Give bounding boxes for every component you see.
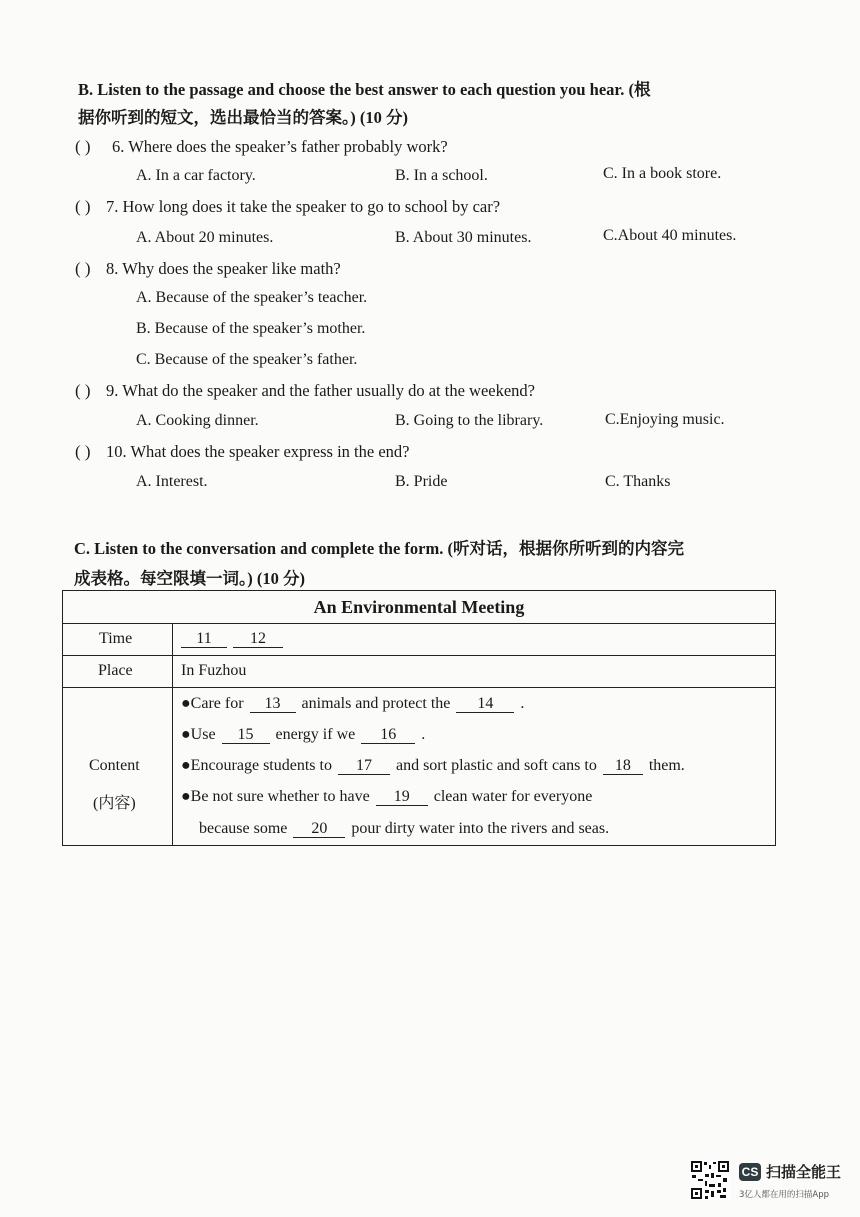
app-name: 扫描全能王 (766, 1163, 842, 1181)
content-label: Content (89, 757, 140, 774)
question-6: 6. Where does the speaker’s father probably work? (112, 137, 448, 156)
blank-17[interactable]: 17 (338, 757, 390, 775)
place-label: Place (98, 662, 133, 679)
option-10b: B. Pride (395, 473, 448, 490)
row-divider (63, 687, 775, 688)
blank-19[interactable]: 19 (376, 788, 428, 806)
option-9b: B. Going to the library. (395, 412, 544, 429)
answer-paren[interactable]: ( ) (75, 259, 91, 278)
blank-11[interactable]: 11 (181, 630, 227, 648)
option-8b: B. Because of the speaker’s mother. (136, 320, 366, 337)
form-title: An Environmental Meeting (313, 597, 525, 617)
option-8c: C. Because of the speaker’s father. (136, 351, 358, 368)
blank-18[interactable]: 18 (603, 757, 643, 775)
content-line-4 (181, 788, 592, 806)
line2-pre: ●Use (181, 726, 216, 743)
section-b-heading-line1: B. Listen to the passage and choose the best answer to each question you hear. (根 (78, 80, 651, 99)
section-c-heading-line2: 成表格。每空限填一词。) (10 分) (74, 569, 305, 588)
line1-post: . (520, 695, 525, 712)
option-7a: A. About 20 minutes. (136, 229, 274, 246)
option-6c: C. In a book store. (603, 165, 722, 182)
line3-post: them. (648, 757, 685, 774)
line4-pre: ●Be not sure whether to have (181, 788, 370, 805)
row-divider (63, 655, 775, 656)
blank-16[interactable]: 16 (361, 726, 415, 744)
question-9: 9. What do the speaker and the father usually do at the weekend? (106, 381, 535, 400)
line2-post: . (421, 726, 426, 743)
answer-paren[interactable]: ( ) (75, 442, 91, 461)
row-divider (63, 623, 775, 624)
option-10c: C. Thanks (605, 473, 671, 490)
answer-paren[interactable]: ( ) (75, 381, 91, 400)
blank-20[interactable]: 20 (293, 820, 345, 838)
time-label: Time (99, 630, 133, 647)
option-10a: A. Interest. (136, 473, 208, 490)
content-label-cn: (内容) (93, 795, 136, 812)
blank-15[interactable]: 15 (222, 726, 270, 744)
app-tagline: 3亿人都在用的扫描App (739, 1190, 830, 1200)
content-line-2 (181, 726, 425, 744)
answer-paren[interactable]: ( ) (75, 137, 91, 156)
qr-code-icon (690, 1160, 730, 1200)
option-7c: C.About 40 minutes. (603, 227, 737, 244)
environmental-meeting-form (62, 590, 776, 846)
line3-mid: and sort plastic and soft cans to (395, 757, 597, 774)
section-b-heading-line2: 据你听到的短文，选出最恰当的答案。) (10 分) (78, 108, 408, 127)
option-6b: B. In a school. (395, 167, 488, 184)
line5-post: pour dirty water into the rivers and seas. (351, 820, 610, 837)
answer-paren[interactable]: ( ) (75, 197, 91, 216)
line3-pre: ●Encourage students to (181, 757, 332, 774)
camscanner-logo: CS (739, 1163, 761, 1181)
content-line-3 (181, 757, 685, 775)
time-value (175, 630, 289, 648)
column-divider (172, 623, 173, 845)
option-8a: A. Because of the speaker’s teacher. (136, 289, 368, 306)
question-8: 8. Why does the speaker like math? (106, 259, 341, 278)
line2-mid: energy if we (275, 726, 356, 743)
line5-pre: because some (199, 820, 288, 837)
blank-14[interactable]: 14 (456, 695, 514, 713)
question-7: 7. How long does it take the speaker to go to school by car? (106, 197, 501, 216)
content-line-5 (199, 820, 609, 838)
option-9a: A. Cooking dinner. (136, 412, 259, 429)
blank-12[interactable]: 12 (233, 630, 283, 648)
line1-mid: animals and protect the (301, 695, 451, 712)
option-6a: A. In a car factory. (136, 167, 256, 184)
option-9c: C.Enjoying music. (605, 411, 725, 428)
line1-pre: ●Care for (181, 695, 244, 712)
line4-post: clean water for everyone (433, 788, 593, 805)
section-c-heading-line1: C. Listen to the conversation and complete the form. (听对话，根据你所听到的内容完 (74, 539, 684, 558)
content-line-1 (181, 695, 524, 713)
blank-13[interactable]: 13 (250, 695, 296, 713)
place-value: In Fuzhou (181, 662, 247, 679)
option-7b: B. About 30 minutes. (395, 229, 532, 246)
question-10: 10. What does the speaker express in the end? (106, 442, 410, 461)
